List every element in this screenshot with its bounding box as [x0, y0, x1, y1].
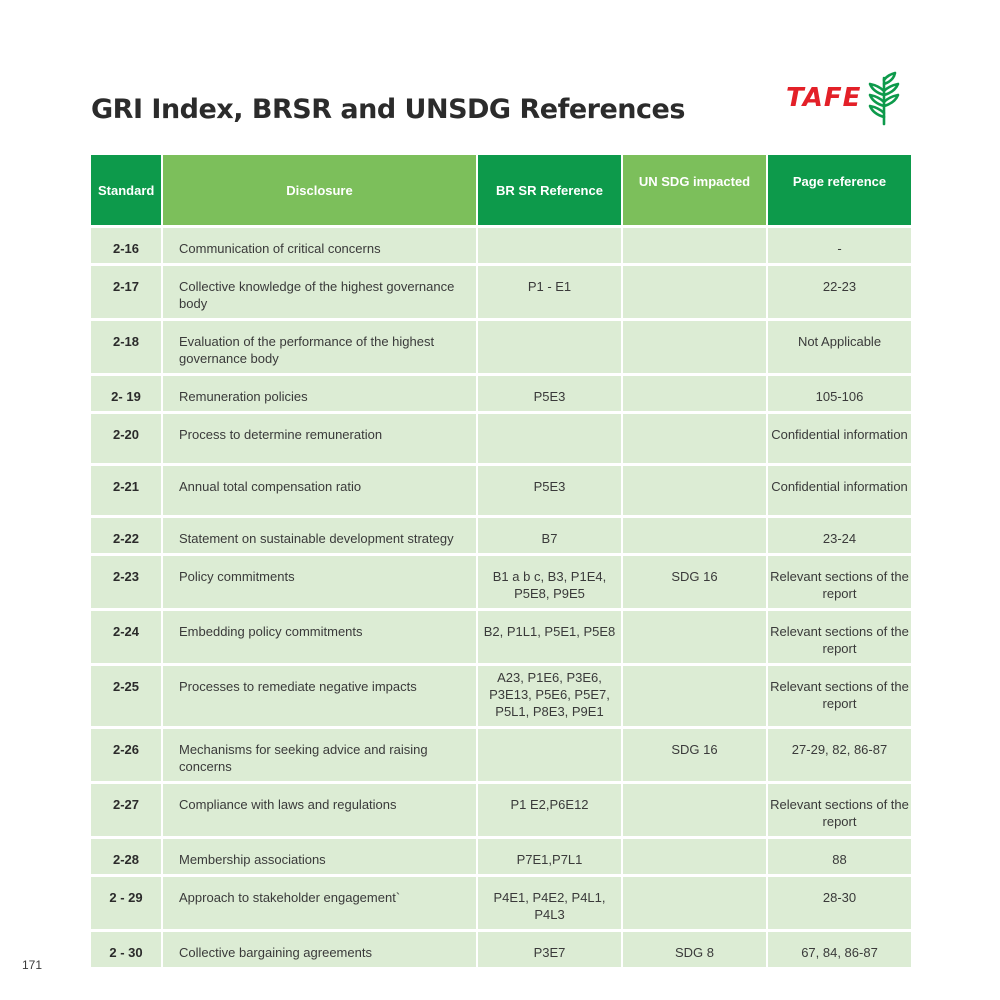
cell-brsr-reference-text: A23, P1E6, P3E6, P3E13, P5E6, P5E7, P5L1, P8E3, P9E1: [489, 670, 610, 719]
cell-disclosure-text: Approach to stakeholder engagement`: [179, 890, 401, 905]
cell-page-reference: [768, 414, 911, 466]
cell-standard: [91, 839, 163, 877]
cell-standard: [91, 611, 163, 666]
cell-brsr-reference: [478, 932, 623, 970]
cell-page-reference-text: 105-106: [815, 389, 864, 404]
cell-un-sdg: [623, 266, 768, 321]
cell-disclosure-text: Policy commitments: [179, 569, 295, 584]
cell-standard-text: 2-26: [112, 742, 140, 757]
table-row: [91, 611, 911, 666]
header-brsr-reference: BR SR Reference: [478, 155, 623, 228]
cell-un-sdg-text: [623, 321, 766, 339]
cell-disclosure: [163, 729, 478, 784]
cell-page-reference: [768, 784, 911, 839]
cell-disclosure-text: Process to determine remuneration: [179, 427, 383, 442]
cell-disclosure: [163, 611, 478, 666]
cell-un-sdg: [623, 376, 768, 414]
cell-disclosure: [163, 321, 478, 376]
cell-page-reference-text: Relevant sections of the report: [770, 797, 909, 829]
cell-brsr-reference: [478, 729, 623, 784]
table-row: [91, 466, 911, 518]
cell-un-sdg: [623, 611, 768, 666]
cell-brsr-reference-text: [478, 729, 621, 747]
cell-un-sdg: [623, 839, 768, 877]
cell-standard-text: 2-25: [112, 679, 140, 694]
cell-standard-text: 2-27: [112, 797, 140, 812]
cell-un-sdg-text: [623, 376, 766, 394]
table-row: [91, 376, 911, 414]
cell-disclosure: [163, 784, 478, 839]
cell-brsr-reference: [478, 666, 623, 729]
cell-brsr-reference-text: P5E3: [533, 479, 566, 494]
cell-brsr-reference-text: B1 a b c, B3, P1E4, P5E8, P9E5: [492, 569, 607, 601]
table-row: [91, 932, 911, 970]
cell-page-reference-text: 67, 84, 86-87: [801, 945, 878, 960]
cell-disclosure: [163, 228, 478, 266]
cell-standard: [91, 729, 163, 784]
cell-standard: [91, 556, 163, 611]
cell-disclosure-text: Processes to remediate negative impacts: [179, 679, 417, 694]
cell-brsr-reference: [478, 784, 623, 839]
tafe-logo: [786, 70, 901, 126]
cell-page-reference-text: Confidential information: [771, 427, 908, 442]
cell-disclosure-text: Statement on sustainable development strategy: [179, 531, 454, 546]
cell-disclosure-text: Collective bargaining agreements: [179, 945, 372, 960]
cell-disclosure: [163, 877, 478, 932]
cell-brsr-reference-text: [478, 414, 621, 432]
cell-un-sdg: [623, 414, 768, 466]
cell-un-sdg-text: [623, 666, 766, 684]
table-row: [91, 729, 911, 784]
cell-disclosure-text: Compliance with laws and regulations: [179, 797, 397, 812]
cell-standard-text: 2-21: [112, 479, 140, 494]
cell-disclosure: [163, 932, 478, 970]
cell-brsr-reference-text: B2, P1L1, P5E1, P5E8: [483, 624, 616, 639]
cell-page-reference: [768, 376, 911, 414]
cell-disclosure: [163, 556, 478, 611]
cell-brsr-reference: [478, 228, 623, 266]
cell-standard-text: 2-28: [112, 852, 140, 867]
cell-un-sdg: [623, 877, 768, 932]
cell-page-reference-text: 28-30: [822, 890, 857, 905]
cell-standard: [91, 784, 163, 839]
cell-page-reference-text: Relevant sections of the report: [770, 569, 909, 601]
cell-page-reference-text: 23-24: [822, 531, 857, 546]
cell-un-sdg: [623, 466, 768, 518]
table-row: [91, 321, 911, 376]
table-header-row: [91, 155, 911, 228]
cell-un-sdg-text: [623, 518, 766, 536]
cell-standard-text: 2 - 29: [109, 890, 143, 905]
cell-brsr-reference-text: P7E1,P7L1: [516, 852, 583, 867]
table-row: [91, 666, 911, 729]
cell-un-sdg-text: [623, 414, 766, 432]
table-row: [91, 784, 911, 839]
cell-page-reference: [768, 611, 911, 666]
cell-un-sdg-text: SDG 16: [671, 569, 718, 584]
cell-page-reference: [768, 839, 911, 877]
cell-brsr-reference-text: B7: [541, 531, 558, 546]
cell-brsr-reference: [478, 839, 623, 877]
header-un-sdg: UN SDG impacted: [623, 155, 768, 228]
cell-standard: [91, 666, 163, 729]
cell-un-sdg-text: [623, 611, 766, 629]
cell-standard-text: 2-20: [112, 427, 140, 442]
cell-brsr-reference-text: P4E1, P4E2, P4L1, P4L3: [493, 890, 606, 922]
cell-page-reference-text: Relevant sections of the report: [770, 679, 909, 711]
cell-disclosure-text: Membership associations: [179, 852, 326, 867]
cell-page-reference-text: Not Applicable: [797, 334, 882, 349]
cell-standard-text: 2-18: [112, 334, 140, 349]
page-number: 171: [22, 958, 43, 972]
cell-un-sdg-text: [623, 266, 766, 284]
cell-disclosure: [163, 376, 478, 414]
cell-page-reference: [768, 877, 911, 932]
cell-brsr-reference: [478, 414, 623, 466]
table-row: [91, 414, 911, 466]
gri-index-table: [91, 155, 911, 970]
cell-un-sdg: [623, 666, 768, 729]
cell-brsr-reference: [478, 556, 623, 611]
cell-page-reference: [768, 228, 911, 266]
cell-standard-text: 2-16: [112, 241, 140, 256]
cell-un-sdg: [623, 784, 768, 839]
cell-standard: [91, 414, 163, 466]
header-disclosure: Disclosure: [163, 155, 478, 228]
cell-standard-text: 2-23: [112, 569, 140, 584]
cell-page-reference-text: 88: [832, 852, 847, 867]
cell-page-reference: [768, 932, 911, 970]
cell-un-sdg: [623, 518, 768, 556]
wheat-leaf-icon: [867, 70, 901, 126]
cell-brsr-reference: [478, 518, 623, 556]
cell-page-reference: [768, 556, 911, 611]
cell-standard-text: 2- 19: [111, 389, 141, 404]
cell-brsr-reference-text: [478, 321, 621, 339]
logo-text: TAFE: [786, 83, 862, 113]
cell-brsr-reference-text: P5E3: [533, 389, 566, 404]
cell-page-reference: [768, 729, 911, 784]
cell-un-sdg-text: [623, 466, 766, 484]
table-row: [91, 839, 911, 877]
cell-un-sdg-text: [623, 784, 766, 802]
table-row: [91, 266, 911, 321]
table-row: [91, 556, 911, 611]
cell-page-reference-text: 22-23: [822, 279, 857, 294]
cell-un-sdg-text: SDG 16: [671, 742, 718, 757]
cell-page-reference: [768, 518, 911, 556]
cell-un-sdg-text: [623, 877, 766, 895]
cell-disclosure: [163, 518, 478, 556]
cell-standard: [91, 228, 163, 266]
cell-un-sdg-text: SDG 8: [674, 945, 714, 960]
cell-standard-text: 2-24: [112, 624, 140, 639]
cell-standard-text: 2-22: [112, 531, 140, 546]
cell-page-reference: [768, 266, 911, 321]
cell-standard-text: 2 - 30: [109, 945, 143, 960]
page-title: GRI Index, BRSR and UNSDG References: [91, 94, 685, 125]
cell-un-sdg: [623, 932, 768, 970]
cell-disclosure-text: Embedding policy commitments: [179, 624, 363, 639]
cell-standard: [91, 266, 163, 321]
cell-brsr-reference-text: P1 - E1: [527, 279, 572, 294]
cell-page-reference-text: 27-29, 82, 86-87: [791, 742, 888, 757]
cell-brsr-reference: [478, 376, 623, 414]
cell-un-sdg: [623, 556, 768, 611]
cell-page-reference: [768, 466, 911, 518]
cell-brsr-reference: [478, 266, 623, 321]
cell-standard: [91, 877, 163, 932]
cell-brsr-reference: [478, 466, 623, 518]
cell-brsr-reference-text: P3E7: [533, 945, 566, 960]
cell-brsr-reference: [478, 321, 623, 376]
cell-page-reference: [768, 666, 911, 729]
cell-brsr-reference-text: [478, 228, 621, 246]
cell-un-sdg-text: [623, 839, 766, 857]
cell-un-sdg: [623, 729, 768, 784]
cell-disclosure-text: Remuneration policies: [179, 389, 308, 404]
cell-disclosure-text: Evaluation of the performance of the highest governance body: [179, 334, 435, 366]
cell-page-reference-text: Confidential information: [771, 479, 908, 494]
cell-disclosure-text: Communication of critical concerns: [179, 241, 381, 256]
header-standard: Standard: [91, 155, 163, 228]
cell-page-reference-text: Relevant sections of the report: [770, 624, 909, 656]
cell-standard: [91, 518, 163, 556]
cell-disclosure: [163, 839, 478, 877]
cell-standard: [91, 376, 163, 414]
table-row: [91, 228, 911, 266]
cell-brsr-reference: [478, 611, 623, 666]
cell-disclosure: [163, 666, 478, 729]
cell-standard: [91, 466, 163, 518]
cell-brsr-reference: [478, 877, 623, 932]
cell-disclosure-text: Annual total compensation ratio: [179, 479, 362, 494]
cell-page-reference-text: -: [837, 241, 842, 256]
cell-disclosure: [163, 466, 478, 518]
cell-disclosure-text: Mechanisms for seeking advice and raising concerns: [179, 742, 428, 774]
cell-standard-text: 2-17: [112, 279, 140, 294]
header-page-reference: Page reference: [768, 155, 911, 228]
cell-standard: [91, 321, 163, 376]
table-row: [91, 877, 911, 932]
cell-brsr-reference-text: P1 E2,P6E12: [510, 797, 589, 812]
table-row: [91, 518, 911, 556]
cell-disclosure: [163, 266, 478, 321]
cell-disclosure: [163, 414, 478, 466]
cell-page-reference: [768, 321, 911, 376]
cell-un-sdg: [623, 321, 768, 376]
cell-standard: [91, 932, 163, 970]
cell-un-sdg: [623, 228, 768, 266]
cell-disclosure-text: Collective knowledge of the highest governance body: [179, 279, 455, 311]
cell-un-sdg-text: [623, 228, 766, 246]
